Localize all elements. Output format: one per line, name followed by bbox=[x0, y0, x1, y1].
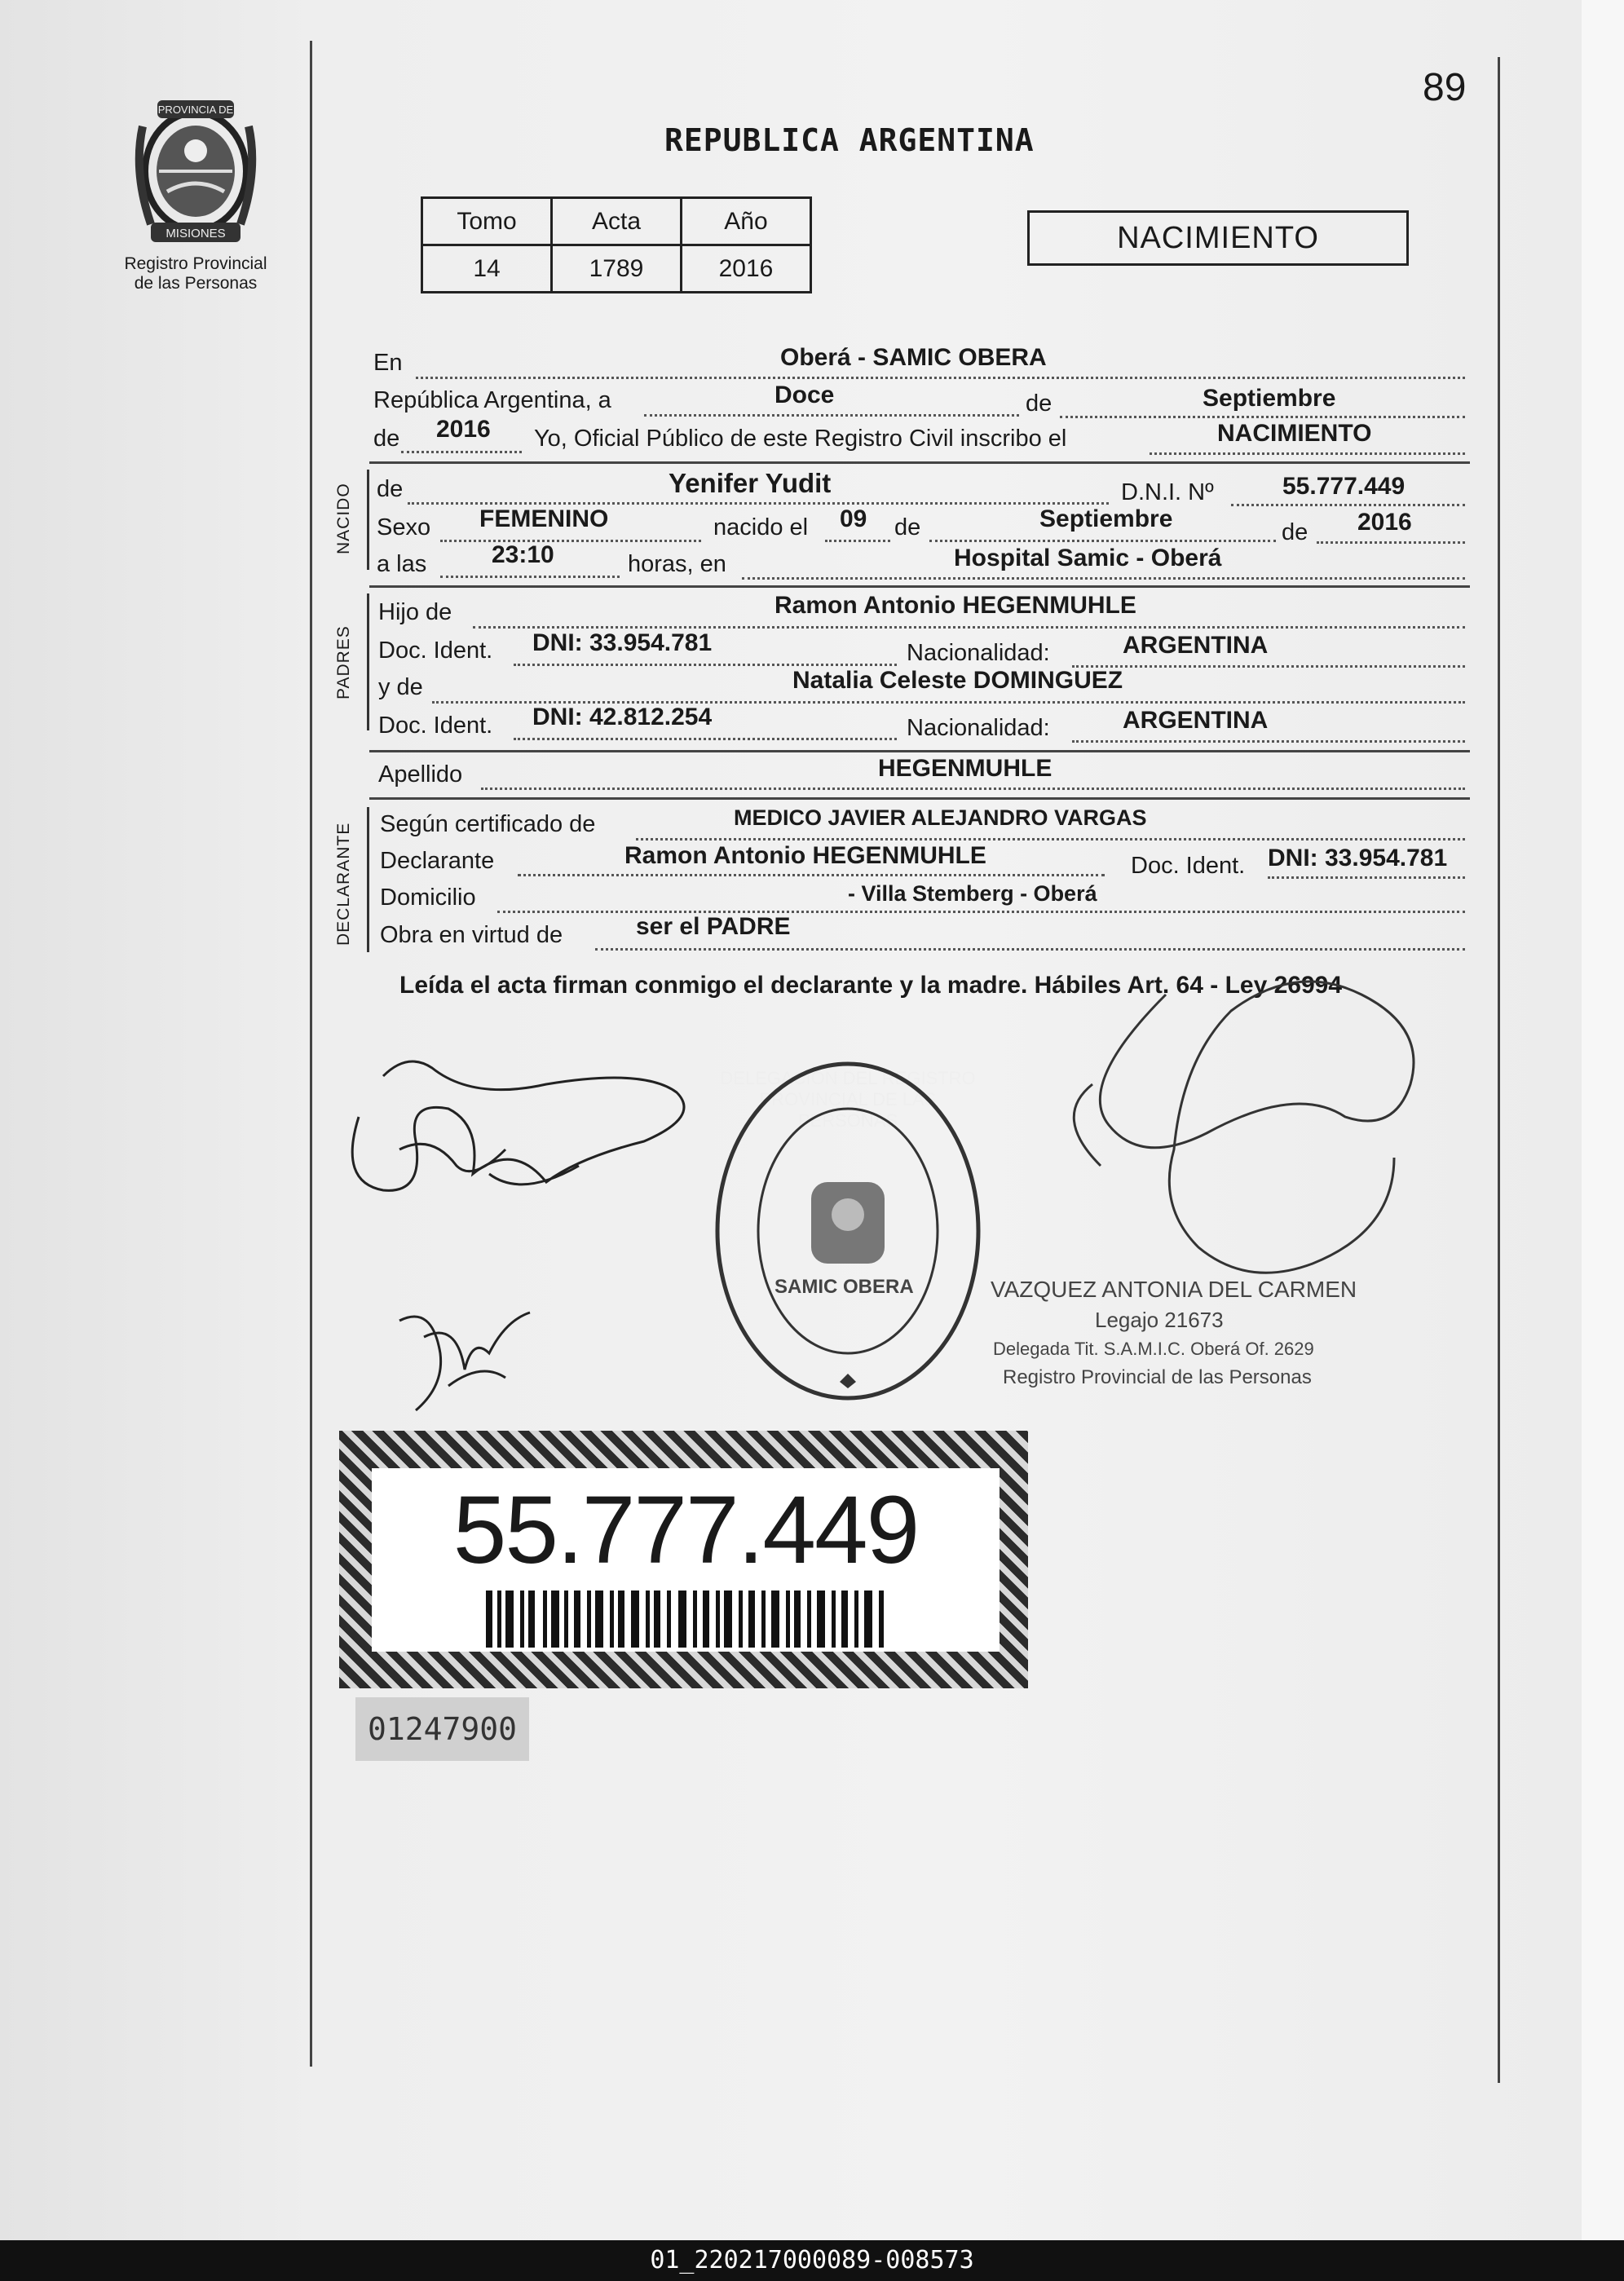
mother-doc-dots bbox=[514, 738, 897, 740]
declarante-bracket bbox=[367, 807, 369, 952]
nacido-bracket bbox=[367, 470, 369, 570]
father-name-value: Ramon Antonio HEGENMUHLE bbox=[774, 592, 1136, 619]
birth-year-value: 2016 bbox=[1357, 509, 1412, 536]
mother-name-value: Natalia Celeste DOMINGUEZ bbox=[792, 667, 1123, 694]
father-nationality-dots bbox=[1072, 665, 1465, 668]
page-edge bbox=[1582, 0, 1624, 2240]
father-doc-dots bbox=[514, 664, 897, 666]
seal-center-text: SAMIC OBERA bbox=[774, 1276, 914, 1298]
padres-section-label: PADRES bbox=[334, 625, 353, 699]
page-number: 89 bbox=[1423, 66, 1467, 109]
mother-nationality-label: Nacionalidad: bbox=[907, 715, 1050, 741]
declarante-section-label: DECLARANTE bbox=[334, 822, 353, 946]
child-dni-value: 55.777.449 bbox=[1282, 473, 1406, 500]
month-dots bbox=[1060, 416, 1465, 418]
domicilio-value: - Villa Stemberg - Oberá bbox=[848, 881, 1097, 906]
left-margin-line bbox=[310, 41, 312, 2067]
birth-day-value: 09 bbox=[840, 505, 867, 532]
nacido-de2-label: de bbox=[894, 514, 921, 540]
day-value: Doce bbox=[774, 382, 835, 408]
declarante-label: Declarante bbox=[380, 848, 495, 874]
hijo-de-label: Hijo de bbox=[378, 599, 452, 625]
father-nationality-label: Nacionalidad: bbox=[907, 640, 1050, 666]
mother-doc-label: Doc. Ident. bbox=[378, 713, 493, 739]
anio-header: Año bbox=[682, 198, 811, 245]
declarante-doc-dots bbox=[1268, 876, 1465, 879]
name-dots bbox=[408, 502, 1109, 505]
official-org: Registro Provincial de las Personas bbox=[1003, 1366, 1312, 1388]
serial-number: 01247900 bbox=[355, 1697, 529, 1761]
document-type-box: NACIMIENTO bbox=[1027, 210, 1409, 266]
father-doc-value: DNI: 33.954.781 bbox=[532, 629, 713, 656]
seal-ring-text bbox=[717, 1068, 978, 1132]
sexo-dots bbox=[440, 540, 701, 542]
mother-nationality-dots bbox=[1072, 740, 1465, 743]
birth-month-dots bbox=[929, 540, 1276, 542]
declarante-doc-value: DNI: 33.954.781 bbox=[1268, 845, 1448, 871]
declarante-doc-label: Doc. Ident. bbox=[1131, 853, 1246, 879]
tomo-header: Tomo bbox=[422, 198, 552, 245]
certificado-value: MEDICO JAVIER ALEJANDRO VARGAS bbox=[734, 805, 1147, 830]
logo-bottom-text: MISIONES bbox=[165, 227, 226, 240]
en-label: En bbox=[373, 350, 403, 376]
nacido-el-label: nacido el bbox=[713, 514, 809, 540]
official-name: VAZQUEZ ANTONIA DEL CARMEN bbox=[991, 1277, 1357, 1302]
official-role: Delegada Tit. S.A.M.I.C. Oberá Of. 2629 bbox=[993, 1339, 1314, 1359]
act-value: NACIMIENTO bbox=[1217, 420, 1372, 447]
tomo-value: 14 bbox=[422, 245, 552, 293]
father-nationality-value: ARGENTINA bbox=[1123, 632, 1269, 659]
de-label: de bbox=[1026, 390, 1053, 417]
signature-left-top bbox=[334, 1052, 701, 1223]
barcode-label bbox=[372, 1468, 1000, 1652]
de2-label: de bbox=[373, 426, 400, 452]
country-title: REPUBLICA ARGENTINA bbox=[664, 122, 1035, 158]
month-value: Septiembre bbox=[1203, 385, 1336, 412]
place-value: Hospital Samic - Oberá bbox=[954, 545, 1222, 571]
nacido-de3-label: de bbox=[1282, 519, 1308, 545]
signature-left-bottom bbox=[383, 1288, 546, 1427]
mother-doc-value: DNI: 42.812.254 bbox=[532, 704, 713, 730]
year-value: 2016 bbox=[436, 416, 491, 443]
barcode-number: 55.777.449 bbox=[452, 1476, 919, 1584]
y-de-label: y de bbox=[378, 674, 423, 700]
certificado-label: Según certificado de bbox=[380, 811, 596, 837]
year-dots bbox=[401, 451, 522, 453]
sexo-label: Sexo bbox=[377, 514, 431, 540]
apellido-value: HEGENMUHLE bbox=[878, 755, 1053, 782]
time-value: 23:10 bbox=[492, 541, 554, 568]
logo-top-text: PROVINCIA DE bbox=[157, 104, 234, 116]
barcode-security-panel bbox=[339, 1431, 1028, 1688]
acta-header: Acta bbox=[552, 198, 682, 245]
place-dots bbox=[742, 577, 1465, 580]
padres-bracket bbox=[367, 593, 369, 730]
obra-value: ser el PADRE bbox=[636, 913, 791, 940]
dni-label: D.N.I. Nº bbox=[1121, 479, 1214, 505]
apellido-dots bbox=[481, 788, 1465, 790]
act-dots bbox=[1150, 452, 1465, 455]
father-name-dots bbox=[473, 626, 1465, 629]
certificado-dots bbox=[636, 838, 1465, 840]
nacido-section-label: NACIDO bbox=[334, 483, 353, 554]
obra-label: Obra en virtud de bbox=[380, 922, 563, 948]
right-margin-line bbox=[1498, 57, 1500, 2083]
republica-label: República Argentina, a bbox=[373, 387, 611, 413]
en-value: Oberá - SAMIC OBERA bbox=[780, 344, 1047, 371]
domicilio-label: Domicilio bbox=[380, 885, 476, 911]
separator-declarante-top bbox=[369, 797, 1470, 800]
declarante-dots bbox=[518, 874, 1105, 876]
birth-year-dots bbox=[1317, 541, 1465, 544]
child-name-value: Yenifer Yudit bbox=[669, 468, 832, 498]
father-doc-label: Doc. Ident. bbox=[378, 638, 493, 664]
logo-caption-line1: Registro Provincial bbox=[124, 254, 267, 273]
dni-dots bbox=[1231, 504, 1465, 506]
separator-nacido-top bbox=[369, 461, 1470, 464]
acta-value: 1789 bbox=[552, 245, 682, 293]
anio-value: 2016 bbox=[682, 245, 811, 293]
scan-footer-id: 01_220217000089-008573 bbox=[0, 2240, 1624, 2281]
sexo-value: FEMENINO bbox=[479, 505, 609, 532]
time-dots bbox=[440, 576, 620, 578]
a-las-label: a las bbox=[377, 551, 427, 577]
logo-caption-line2: de las Personas bbox=[134, 274, 258, 293]
birth-month-value: Septiembre bbox=[1039, 505, 1173, 532]
day-dots bbox=[644, 414, 1019, 417]
yo-text: Yo, Oficial Público de este Registro Civil inscribo el bbox=[534, 426, 1067, 452]
official-legajo: Legajo 21673 bbox=[1095, 1308, 1224, 1332]
en-dots bbox=[416, 377, 1465, 379]
mother-nationality-value: ARGENTINA bbox=[1123, 707, 1269, 734]
separator-padres-top bbox=[369, 585, 1470, 588]
birth-day-dots bbox=[825, 540, 890, 542]
logo-caption bbox=[102, 254, 289, 293]
record-index-table bbox=[421, 196, 812, 293]
separator-apellido-top bbox=[369, 750, 1470, 752]
legal-statement: Leída el acta firman conmigo el declarante y la madre. Hábiles Art. 64 - Ley 26994 bbox=[399, 972, 1343, 999]
horas-label: horas, en bbox=[628, 551, 726, 577]
barcode-bars bbox=[486, 1591, 885, 1648]
declarante-value: Ramon Antonio HEGENMUHLE bbox=[624, 842, 986, 869]
apellido-label: Apellido bbox=[378, 761, 463, 788]
nacido-de-label: de bbox=[377, 476, 404, 502]
misiones-coat-of-arms-logo bbox=[126, 94, 265, 249]
